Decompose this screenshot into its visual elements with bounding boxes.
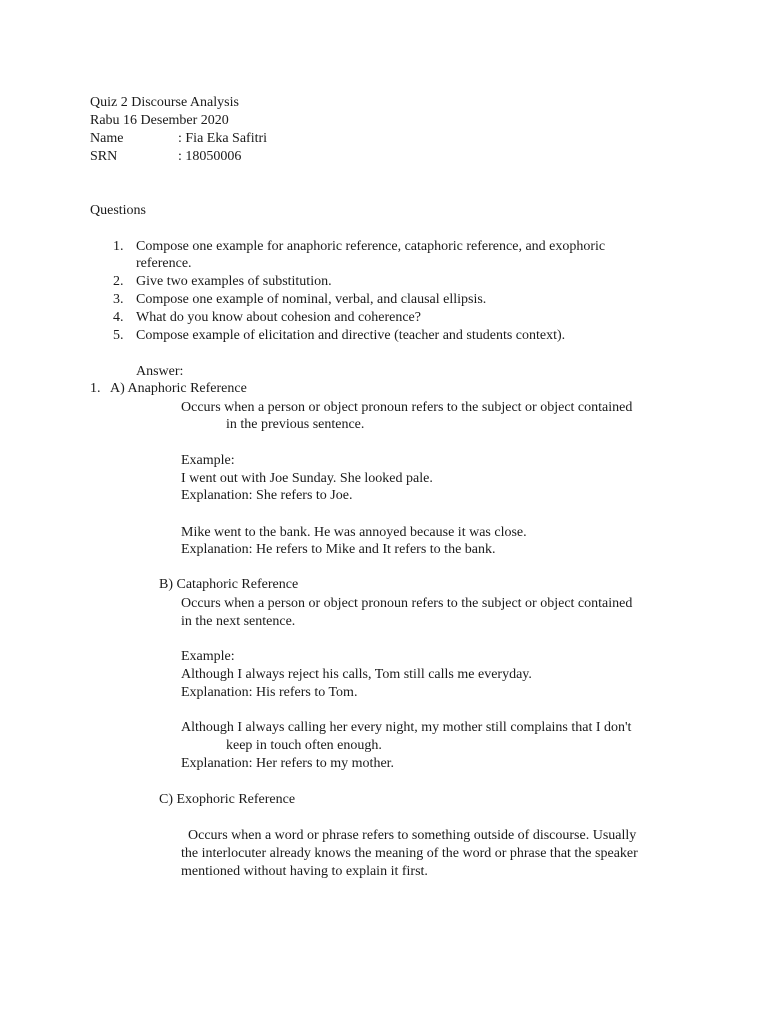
example-explanation: Explanation: He refers to Mike and It refers to the bank. <box>181 542 496 557</box>
example-sentence: Mike went to the bank. He was annoyed because it was close. <box>181 525 527 540</box>
question-text: What do you know about cohesion and coherence? <box>136 310 421 325</box>
question-number: 1. <box>113 239 124 254</box>
question-number: 5. <box>113 328 124 343</box>
cataphoric-definition: in the next sentence. <box>181 614 296 629</box>
question-number: 2. <box>113 274 124 289</box>
question-text: Compose one example of nominal, verbal, and clausal ellipsis. <box>136 292 487 307</box>
exophoric-heading: C) Exophoric Reference <box>159 792 296 807</box>
anaphoric-definition: Occurs when a person or object pronoun refers to the subject or object contained <box>181 400 633 415</box>
example-sentence: I went out with Joe Sunday. She looked pale. <box>181 471 433 486</box>
question-text: reference. <box>136 256 192 271</box>
question-text: Give two examples of substitution. <box>136 274 332 289</box>
question-number: 3. <box>113 292 124 307</box>
srn-value: : 18050006 <box>178 149 242 164</box>
question-number: 4. <box>113 310 124 325</box>
example-explanation: Explanation: Her refers to my mother. <box>181 756 395 771</box>
exophoric-definition: Occurs when a word or phrase refers to something outside of discourse. Usually <box>188 828 637 843</box>
cataphoric-heading: B) Cataphoric Reference <box>159 577 299 592</box>
answer-number: 1. <box>90 381 101 396</box>
name-label: Name <box>90 131 124 146</box>
exophoric-definition: the interlocuter already knows the meaning of the word or phrase that the speaker <box>181 846 638 861</box>
document-title: Quiz 2 Discourse Analysis <box>90 95 239 110</box>
example-sentence: keep in touch often enough. <box>226 738 382 753</box>
exophoric-definition: mentioned without having to explain it first. <box>181 864 428 879</box>
example-sentence: Although I always calling her every night, my mother still complains that I don't <box>181 720 632 735</box>
example-explanation: Explanation: She refers to Joe. <box>181 488 353 503</box>
name-value: : Fia Eka Safitri <box>178 131 268 146</box>
srn-label: SRN <box>90 149 118 164</box>
example-label: Example: <box>181 453 235 468</box>
answer-label: Answer: <box>136 364 184 379</box>
example-explanation: Explanation: His refers to Tom. <box>181 685 358 700</box>
question-text: Compose one example for anaphoric reference, cataphoric reference, and exophoric <box>136 239 606 254</box>
question-text: Compose example of elicitation and directive (teacher and students context). <box>136 328 566 343</box>
example-label: Example: <box>181 649 235 664</box>
anaphoric-heading: A) Anaphoric Reference <box>110 381 247 396</box>
anaphoric-definition: in the previous sentence. <box>226 417 365 432</box>
cataphoric-definition: Occurs when a person or object pronoun refers to the subject or object contained <box>181 596 633 611</box>
example-sentence: Although I always reject his calls, Tom still calls me everyday. <box>181 667 532 682</box>
questions-heading: Questions <box>90 203 146 218</box>
document-date: Rabu 16 Desember 2020 <box>90 113 229 128</box>
